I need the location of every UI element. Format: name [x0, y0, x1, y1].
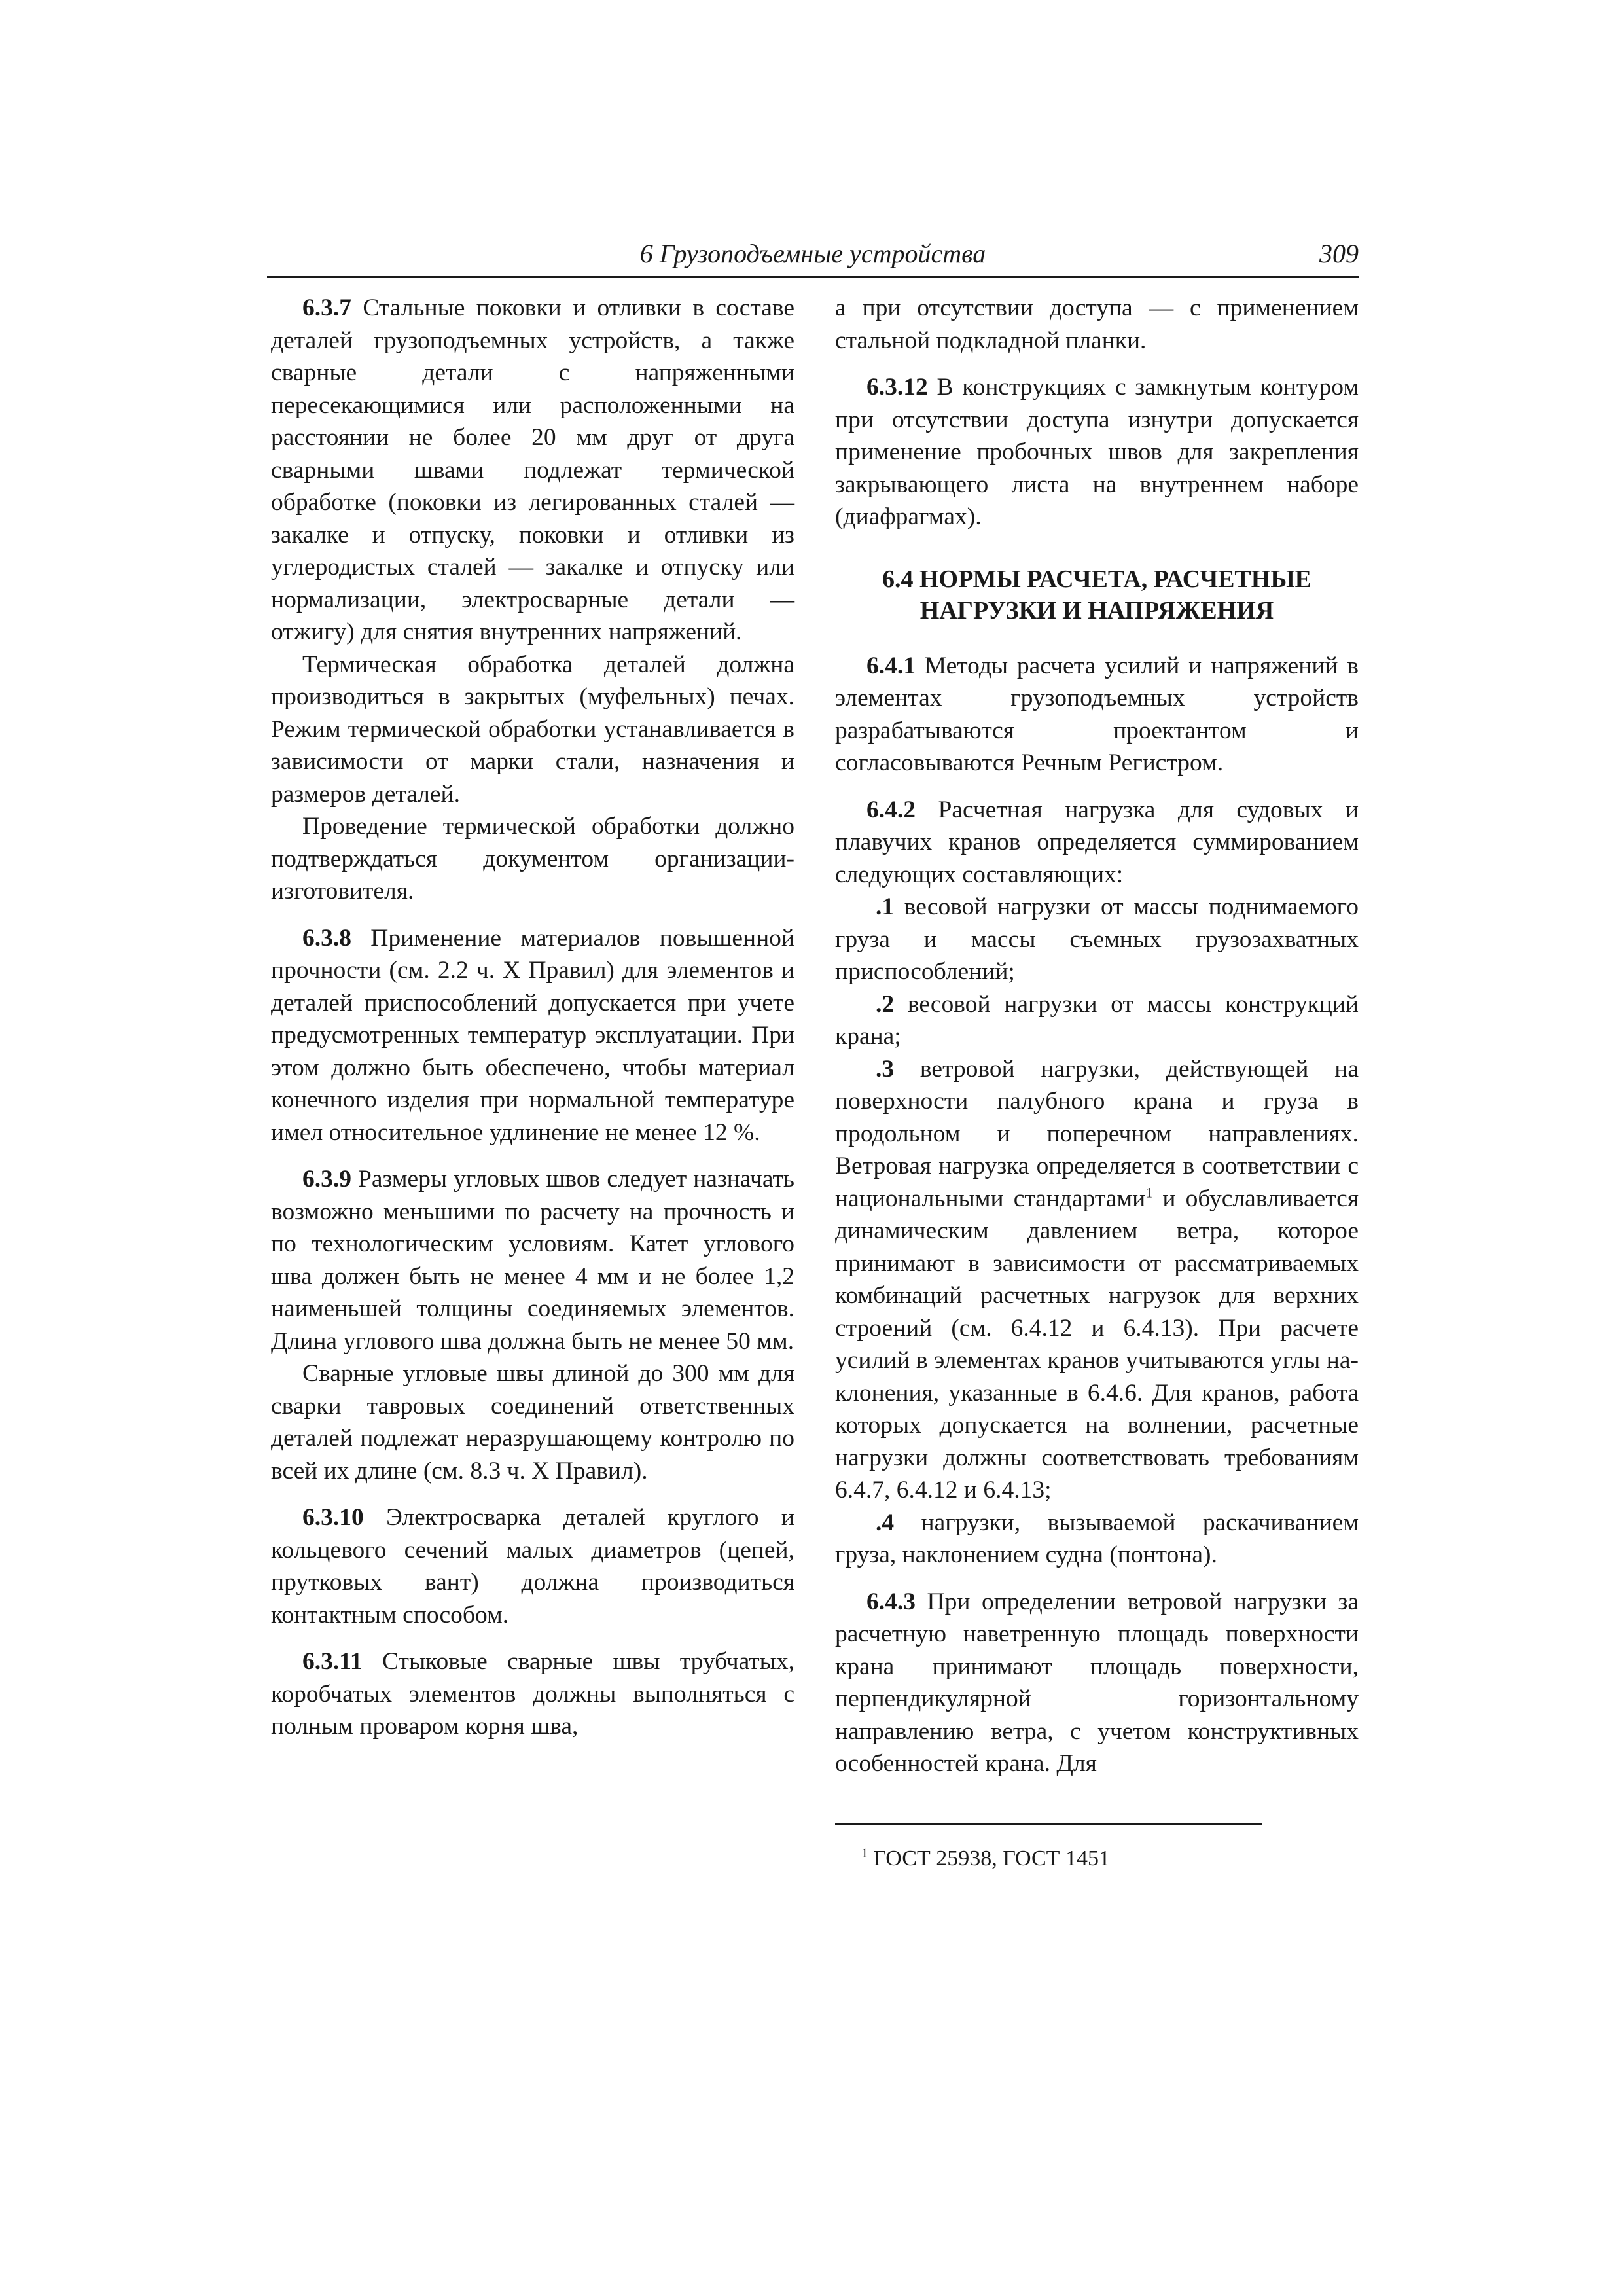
clause-number: 6.4.2	[866, 796, 916, 823]
left-column	[271, 292, 794, 1743]
clause-text: Электросварка деталей круглого и кольцевого сечений малых диаметров (цепей, прутковых вант) должна производиться контактным способом.	[271, 1504, 794, 1628]
item-text-continued: и обуславливается динамическим давлением ветра, которое принимают в зависимости от рассматриваемых комбинаций расчетных нагрузок для верхних строений (см. 6.4.12 и 6.4.13). При расчете усилий в элементах кранов учитываются углы наклонения, указанные в 6.4.6. Для кранов, работа которых допускается на волнении, расчетные нагрузки должны соответствовать требованиям 6.4.7, 6.4.12 и 6.4.13;	[835, 1185, 1359, 1503]
list-item-2	[835, 988, 1359, 1053]
section-heading: 6.4 НОРМЫ РАСЧЕТА, РАСЧЕТНЫЕ НАГРУЗКИ И НАПРЯЖЕНИЯ	[882, 565, 1311, 624]
clause-number: 6.4.1	[866, 652, 916, 679]
clause-text: При определении ветровой нагрузки за расчетную наветренную площадь поверхности крана принимают площадь поверхности, перпендикулярной горизонтальному направлению ветра, с учетом конструктивных особенностей крана. Для	[835, 1588, 1359, 1777]
clause-number: 6.3.11	[302, 1648, 363, 1675]
list-item-4	[835, 1507, 1359, 1571]
paragraph-6-3-10	[271, 1501, 794, 1631]
clause-text: Размеры угловых швов следует назначать возможно меньшими по расчету на прочность и по технологическим условиям. Катет углового шва должен быть не менее 4 мм и не более 1,2 наименьшей толщины соединяемых элементов. Длина углового шва должна быть не менее 50 мм.	[271, 1166, 794, 1355]
clause-number: 6.3.12	[866, 374, 928, 401]
footnote-marker: 1	[861, 1846, 868, 1861]
running-header-title: 6 Грузоподъемные устройства	[639, 239, 986, 268]
paragraph-6-3-8	[271, 922, 794, 1149]
paragraph-6-3-9	[271, 1163, 794, 1357]
clause-text: Применение материалов повышенной прочности (см. 2.2 ч. X Правил) для элементов и деталей приспособлений допускается при учете предусмотренных температур эксплуатации. При этом должно быть обеспечено, чтобы материал конечного изделия при нормальной температуре имел относительное удлинение не менее 12 %.	[271, 924, 794, 1146]
paragraph-6-4-1	[835, 650, 1359, 780]
paragraph-6-3-7-b: Термическая обработка деталей должна производиться в закрытых (муфельных) печах. Режим термической обработки устанавливается в зависимости от марки стали, назначения и размеров деталей.	[271, 651, 794, 808]
item-number: .3	[876, 1055, 895, 1083]
paragraph-6-3-9-b: Сварные угловые швы длиной до 300 мм для сварки тавровых соединений ответственных деталей подлежат неразрушающему контролю по всей их длине (см. 8.3 ч. X Правил).	[271, 1360, 794, 1484]
clause-text: В конструкциях с замкнутым контуром при отсутствии доступа изнутри допускается применение пробочных швов для закрепления закрывающего листа на внутреннем наборе (диафрагмах).	[835, 374, 1359, 530]
item-text: нагрузки, вызываемой раскачиванием груза, наклонением судна (понтона).	[835, 1509, 1359, 1568]
running-header	[267, 236, 1359, 278]
page-number: 309	[1319, 239, 1359, 268]
clause-number: 6.3.9	[302, 1166, 351, 1193]
footnote-reference[interactable]: 1	[1145, 1184, 1153, 1200]
clause-number: 6.3.10	[302, 1504, 364, 1531]
clause-text: Стыковые сварные швы трубчатых, коробчатых элементов должны выполняться с полным проваром корня шва,	[271, 1648, 794, 1740]
paragraph-6-3-11-continued: а при отсутствии доступа — с применением стальной подкладной планки.	[835, 295, 1359, 354]
right-column	[835, 292, 1359, 1780]
list-item-1	[835, 891, 1359, 988]
clause-number: 6.4.3	[866, 1588, 916, 1615]
clause-text: Стальные поковки и отливки в составе деталей грузоподъемных устройств, а также сварные детали с напряженными пересекающимися или расположенными на расстоянии не более 20 мм друг от друга сварными швами подлежат термической обработке (поковки из легированных сталей — закалке и отпуску, поковки и отливки из углеродистых сталей — закалке и отпуску или нормализации, электросварные детали — отжигу) для снятия внутренних напряжений.	[271, 295, 794, 645]
paragraph-6-4-2	[835, 794, 1359, 891]
item-text: весовой нагрузки от массы поднимаемого груза и массы съемных грузозахватных приспособлений;	[835, 893, 1359, 985]
item-number: .1	[876, 893, 895, 920]
clause-number: 6.3.7	[302, 295, 351, 321]
paragraph-6-3-11	[271, 1645, 794, 1743]
paragraph-6-3-12	[835, 371, 1359, 533]
paragraph-6-4-3	[835, 1586, 1359, 1780]
paragraph-6-3-7	[271, 292, 794, 649]
clause-number: 6.3.8	[302, 924, 351, 952]
list-item-3	[835, 1053, 1359, 1507]
item-text: ветровой нагрузки, действующей на поверхности палубного крана и груза в продольном и поперечном направлениях. Ветровая нагрузка определяется в соответствии с национальными стандартами	[835, 1055, 1359, 1212]
footnote	[861, 1846, 1110, 1872]
item-number: .2	[876, 990, 895, 1018]
footnote-divider	[835, 1823, 1262, 1825]
item-number: .4	[876, 1509, 895, 1536]
footnote-text: ГОСТ 25938, ГОСТ 1451	[868, 1846, 1110, 1871]
clause-text: Методы расчета усилий и напряжений в элементах грузоподъемных устройств разрабатываются проектантом и согласовываются Речным Регистром.	[835, 652, 1359, 776]
paragraph-6-3-7-c: Проведение термической обработки должно подтверждаться документом организации-изготовителя.	[271, 813, 794, 905]
item-text: весовой нагрузки от массы конструкций крана;	[835, 990, 1359, 1050]
clause-text: Расчетная нагрузка для судовых и плавучих кранов определяется суммированием следующих составляющих:	[835, 796, 1359, 888]
